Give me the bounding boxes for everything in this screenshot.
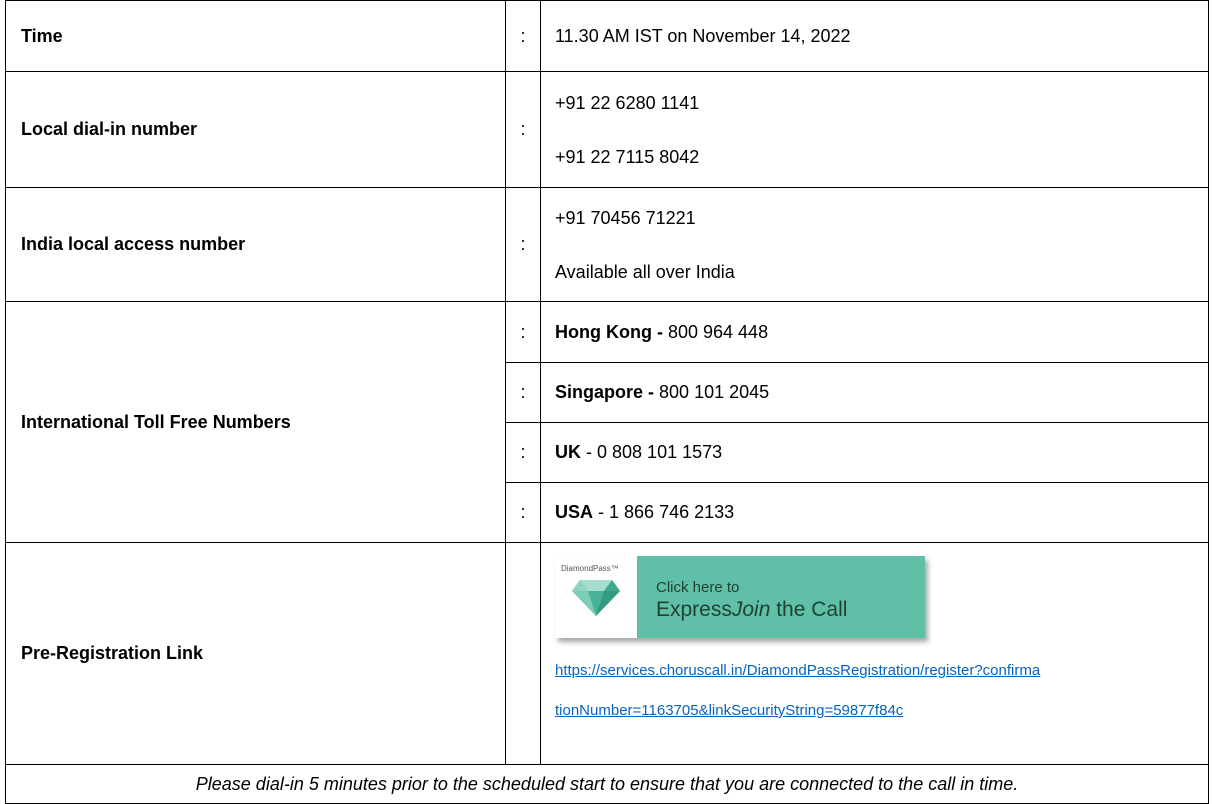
country-uk: UK — [555, 442, 581, 462]
banner-line-2 — [656, 597, 847, 623]
number-singapore: 800 101 2045 — [659, 382, 770, 402]
banner-text — [637, 556, 847, 638]
banner-line-2-italic: Join — [731, 598, 771, 621]
local-dialin-number-1: +91 22 6280 1141 — [555, 92, 700, 113]
intl-entry-uk — [541, 423, 1209, 483]
local-dialin-row — [6, 72, 1209, 188]
india-access-label: India local access number — [6, 188, 506, 302]
colon-empty — [506, 543, 541, 765]
country-hong-kong: Hong Kong - — [555, 321, 663, 342]
colon: : — [506, 423, 541, 483]
intl-entry-hong-kong — [541, 302, 1209, 363]
local-dialin-label: Local dial-in number — [6, 72, 506, 188]
india-access-row — [6, 188, 1209, 302]
country-singapore: Singapore - — [555, 382, 655, 402]
local-dialin-number-2: +91 22 7115 8042 — [555, 146, 700, 167]
colon: : — [506, 363, 541, 423]
india-access-note: Available all over India — [555, 261, 735, 282]
expressjoin-banner-button[interactable] — [555, 556, 925, 638]
preregistration-content — [541, 543, 1209, 765]
intl-entry-usa — [541, 483, 1209, 543]
time-label: Time — [6, 1, 506, 72]
banner-line-2-post: the Call — [770, 598, 848, 621]
time-value: 11.30 AM IST on November 14, 2022 — [541, 1, 1209, 72]
registration-link-line-2[interactable]: tionNumber=1163705&linkSecurityString=59877f84c — [555, 702, 904, 719]
diamond-icon — [570, 578, 622, 618]
preregistration-row — [6, 543, 1209, 765]
conference-call-details-table — [5, 0, 1209, 804]
local-dialin-values — [541, 72, 1209, 188]
number-usa: - 1 866 746 2133 — [598, 502, 735, 522]
colon: : — [506, 1, 541, 72]
country-usa: USA — [555, 502, 594, 522]
dial-in-note: Please dial-in 5 minutes prior to the scheduled start to ensure that you are connected to the call in time. — [6, 765, 1209, 804]
preregistration-label: Pre-Registration Link — [6, 543, 506, 765]
registration-link-line-1[interactable]: https://services.choruscall.in/DiamondPassRegistration/register?confirma — [555, 662, 1041, 679]
diamondpass-brand: DiamondPass™ — [561, 564, 619, 573]
colon: : — [506, 188, 541, 302]
number-hong-kong: 800 964 448 — [667, 321, 769, 342]
intl-row-hong-kong — [6, 302, 1209, 363]
note-row — [6, 765, 1209, 804]
colon: : — [506, 72, 541, 188]
india-access-values — [541, 188, 1209, 302]
intl-entry-singapore — [541, 363, 1209, 423]
banner-line-1: Click here to — [656, 579, 740, 596]
number-uk: - 0 808 101 1573 — [586, 442, 723, 462]
banner-line-2-pre: Express — [656, 598, 732, 621]
india-access-number: +91 70456 71221 — [555, 207, 696, 228]
time-row — [6, 1, 1209, 72]
banner-logo-area — [555, 556, 637, 638]
colon: : — [506, 483, 541, 543]
intl-toll-free-label: International Toll Free Numbers — [6, 302, 506, 543]
colon: : — [506, 302, 541, 363]
